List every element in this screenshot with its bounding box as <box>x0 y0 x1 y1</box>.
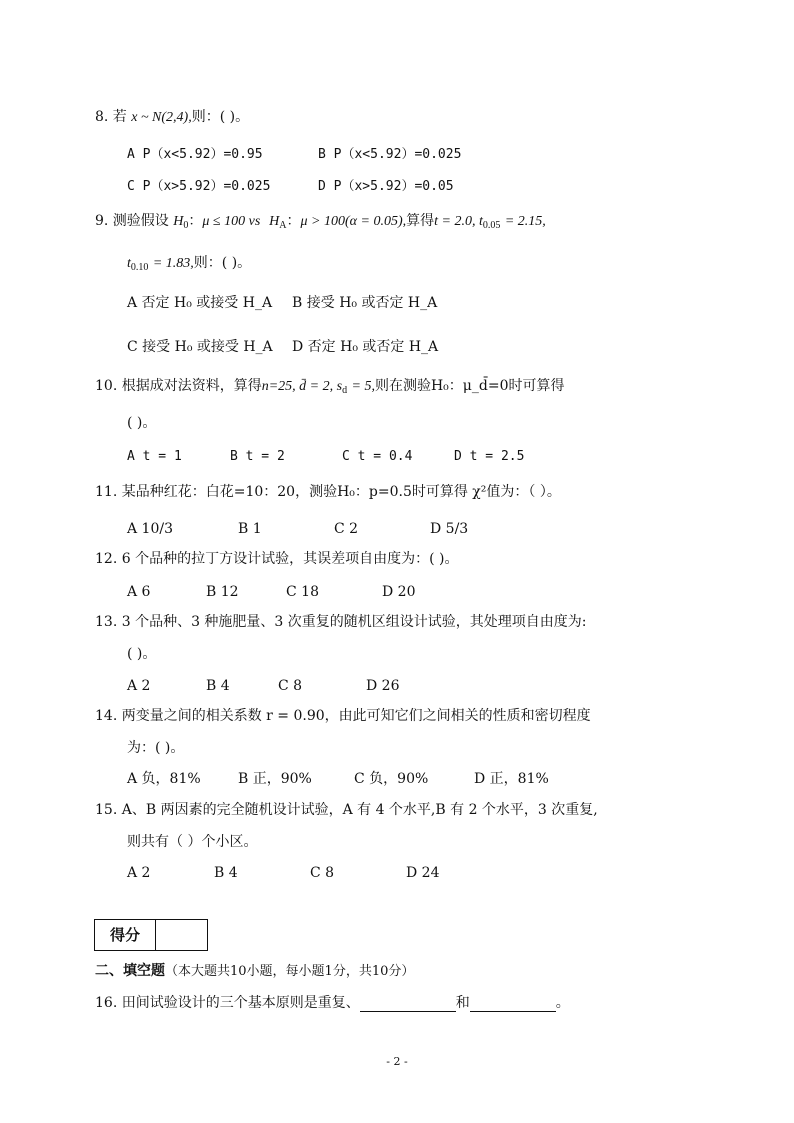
question-16-stem: 16. 田间试验设计的三个基本原则是重复、 和 。 <box>95 995 570 1011</box>
q14-option-c: C 负，90% <box>354 771 429 787</box>
blank-2[interactable] <box>470 997 556 1012</box>
q15-option-c: C 8 <box>310 865 335 881</box>
blank-1[interactable] <box>360 997 456 1012</box>
q10-option-a: A t = 1 <box>127 449 182 464</box>
q12-option-d: D 20 <box>382 584 416 600</box>
q11-option-b: B 1 <box>238 521 262 537</box>
q15-option-d: D 24 <box>406 865 440 881</box>
q11-option-a: A 10/3 <box>127 521 173 537</box>
question-11-stem: 11. 某品种红花：白花=10：20，测验H₀：p=0.5时可算得 χ²值为：（ ）。 <box>95 484 561 500</box>
question-14-line2: 为：( )。 <box>127 740 185 756</box>
section-note: （本大题共10小题，每小题1分，共10分） <box>165 964 415 979</box>
q10-option-d: D t = 2.5 <box>454 449 525 464</box>
question-9-stem: 9. 测验假设 $H_0$：μ ≤ 100 vs $H_A$：μ > 100(α = 0.05),算得t = 2.0, $t_{0.05} = 2.15$, <box>95 213 546 231</box>
q11-option-d: D 5/3 <box>430 521 469 537</box>
q12-option-b: B 12 <box>206 584 239 600</box>
q9-option-b: B 接受 H₀ 或否定 H_A <box>292 295 438 311</box>
q12-option-c: C 18 <box>286 584 319 600</box>
q13-option-a: A 2 <box>127 678 151 694</box>
question-8-stem: 8. 若 x ~ N(2,4),则：( )。 <box>95 109 250 125</box>
question-13-stem: 13. 3 个品种、3 种施肥量、3 次重复的随机区组设计试验，其处理项自由度为: <box>95 614 587 630</box>
score-label: 得分 <box>95 920 156 950</box>
q12-option-a: A 6 <box>127 584 151 600</box>
q11-option-c: C 2 <box>334 521 359 537</box>
q9-option-a: A 否定 H₀ 或接受 H_A <box>127 295 273 311</box>
score-box <box>94 919 208 951</box>
q13-option-c: C 8 <box>278 678 303 694</box>
question-15-line2: 则共有（ ）个小区。 <box>127 834 258 850</box>
q10-option-b: B t = 2 <box>230 449 285 464</box>
q15-option-a: A 2 <box>127 865 151 881</box>
q9-option-c: C 接受 H₀ 或接受 H_A <box>127 339 273 355</box>
q15-option-b: B 4 <box>214 865 238 881</box>
q10-paren: ( )。 <box>127 415 157 431</box>
q14-option-b: B 正，90% <box>238 771 312 787</box>
question-15-stem: 15. A、B 两因素的完全随机设计试验，A 有 4 个水平,B 有 2 个水平，3 次重复, <box>95 802 598 818</box>
question-10-stem: 10. 根据成对法资料，算得n=25, d̄ = 2, $s_d = 5$,则在测验H₀：μ_d̄=0时可算得 <box>95 378 565 396</box>
page-number: - 2 - <box>386 1055 408 1068</box>
q8-option-b: B P（x<5.92）=0.025 <box>318 147 462 162</box>
q8-option-d: D P（x>5.92）=0.05 <box>318 179 454 194</box>
q8-option-a: A P（x<5.92）=0.95 <box>127 147 263 162</box>
q13-option-d: D 26 <box>366 678 400 694</box>
q14-option-a: A 负，81% <box>127 771 201 787</box>
section-heading <box>95 962 414 981</box>
q8-option-c: C P（x>5.92）=0.025 <box>127 179 271 194</box>
q13-paren: ( )。 <box>127 646 157 662</box>
q14-option-d: D 正，81% <box>474 771 549 787</box>
q13-option-b: B 4 <box>206 678 230 694</box>
question-12-stem: 12. 6 个品种的拉丁方设计试验，其误差项自由度为：( )。 <box>95 551 459 567</box>
section-title: 二、填空题 <box>95 963 165 979</box>
q10-option-c: C t = 0.4 <box>342 449 413 464</box>
q9-option-d: D 否定 H₀ 或否定 H_A <box>292 339 439 355</box>
question-14-stem: 14. 两变量之间的相关系数 r = 0.90，由此可知它们之间相关的性质和密切程度 <box>95 708 591 724</box>
question-9-line2: $t_{0.10} = 1.83$,则：( )。 <box>127 255 252 273</box>
